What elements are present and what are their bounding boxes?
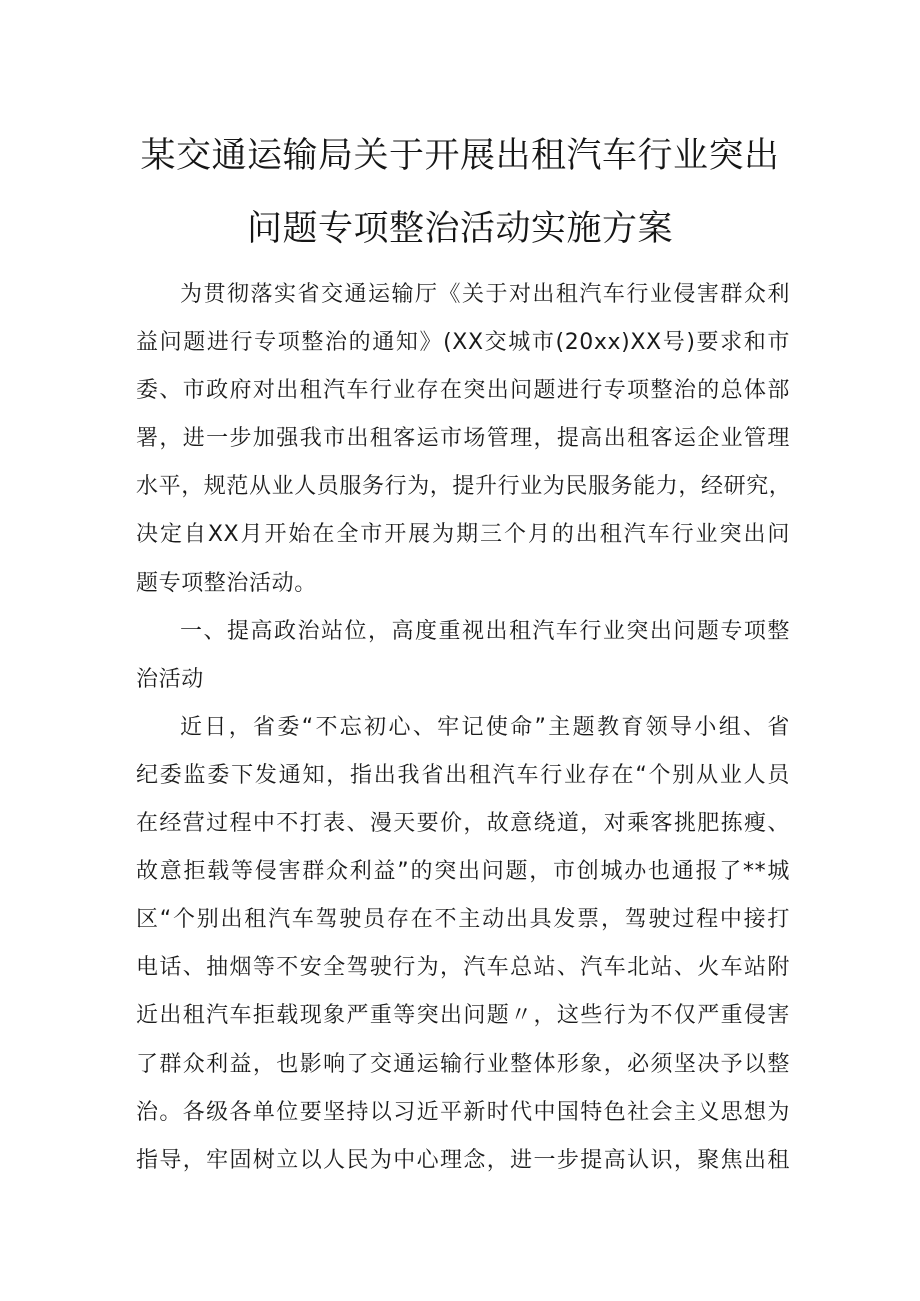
section-heading-line: 治活动	[136, 666, 204, 692]
paragraph-line: 署，进一步加强我市出租客运市场管理，提高出租客运企业管理	[136, 426, 790, 452]
paragraph-line: 指导，牢固树立以人民为中心理念，进一步提高认识，聚焦出租	[136, 1147, 790, 1173]
title-line-2: 问题专项整治活动实施方案	[246, 209, 673, 249]
paragraph-line: 电话、抽烟等不安全驾驶行为，汽车总站、汽车北站、火车站附	[136, 955, 790, 981]
paragraph-line: 水平，规范从业人员服务行为，提升行业为民服务能力，经研究，	[136, 474, 792, 500]
paragraph-line: 益问题进行专项整治的通知》(XX交城市(20xx)XX号)要求和市	[136, 330, 790, 356]
paragraph-line: 决定自XX月开始在全市开展为期三个月的出租汽车行业突出问	[136, 522, 790, 548]
paragraph-line: 纪委监委下发通知，指出我省出租汽车行业存在“个别从业人员	[136, 762, 790, 788]
document-body	[136, 277, 790, 1191]
paragraph-line: 为贯彻落实省交通运输厅《关于对出租汽车行业侵害群众利	[180, 282, 790, 307]
paragraph-line: 题专项整治活动。	[136, 570, 317, 596]
section-heading-line: 一、提高政治站位，高度重视出租汽车行业突出问题专项整	[180, 618, 790, 644]
paragraph-line: 区“个别出租汽车驾驶员存在不主动出具发票，驾驶过程中接打	[136, 907, 790, 933]
paragraph-line: 治。各级各单位要坚持以习近平新时代中国特色社会主义思想为	[136, 1099, 790, 1125]
paragraph-line: 近日，省委“不忘初心、牢记使命”主题教育领导小组、省	[180, 714, 790, 740]
paragraph-line: 近出租汽车拒载现象严重等突出问题〃，这些行为不仅严重侵害	[136, 1003, 790, 1029]
paragraph-line: 了群众利益，也影响了交通运输行业整体形象，必须坚决予以整	[136, 1051, 790, 1077]
paragraph-line: 委、市政府对出租汽车行业存在突出问题进行专项整治的总体部	[136, 378, 790, 404]
title-line-1: 某交通运输局关于开展出租汽车行业突出	[140, 136, 780, 176]
paragraph-line: 故意拒载等侵害群众利益”的突出问题，市创城办也通报了**城	[136, 859, 790, 885]
paragraph-line: 在经营过程中不打表、漫天要价，故意绕道，对乘客挑肥拣瘦、	[136, 811, 790, 837]
